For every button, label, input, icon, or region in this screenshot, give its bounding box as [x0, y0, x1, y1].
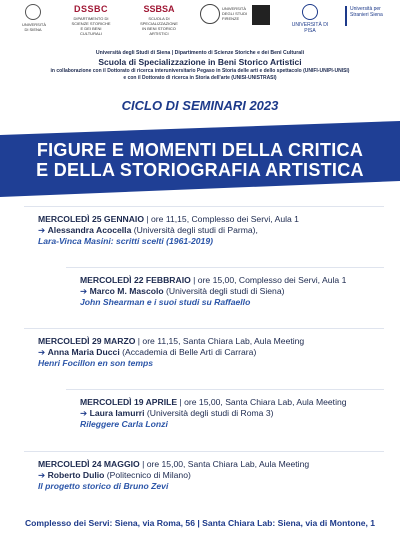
event-day: MERCOLEDÌ 22 FEBBRAIO [80, 275, 191, 285]
event-title: Henri Focillon en son temps [38, 358, 154, 368]
event-affiliation: (Politecnico di Milano) [104, 470, 191, 480]
dssbc-logo-mark: DSSBC [73, 4, 108, 14]
event-speaker: Laura Iamurri [89, 408, 145, 418]
event-affiliation: (Accademia di Belle Arti di Carrara) [119, 347, 257, 357]
seminar-event [80, 397, 347, 430]
event-title: John Shearman e i suoi studi su Raffaello [80, 297, 251, 307]
event-day: MERCOLEDÌ 24 MAGGIO [38, 459, 140, 469]
arrow-right-icon: ➔ [80, 408, 88, 418]
header-university-line: Università degli Studi di Siena | Dipartimento di Scienze Storiche e dei Beni Culturali [95, 50, 305, 56]
venue-footer: Complesso dei Servi: Siena, via Roma, 56 | Santa Chiara Lab: Siena, via di Montone, 1 [24, 518, 376, 528]
event-affiliation: (Università degli studi di Siena) [163, 286, 285, 296]
event-speaker-line [80, 286, 346, 297]
event-details: | ore 11,15, Santa Chiara Lab, Aula Meeting [135, 336, 305, 346]
banner-title-line1: FIGURE E MOMENTI DELLA CRITICA [36, 140, 364, 160]
pisa-logo-text: UNIVERSITÀ DI PISA [291, 22, 329, 34]
event-day: MERCOLEDÌ 19 APRILE [80, 397, 178, 407]
ssbsa-logo-mark: SSBSA [143, 4, 175, 14]
event-details: | ore 15,00, Santa Chiara Lab, Aula Meeting [139, 459, 310, 469]
arrow-right-icon: ➔ [38, 225, 46, 235]
event-speaker-line [38, 470, 309, 481]
event-datetime [80, 275, 346, 286]
seminar-event [38, 459, 309, 492]
siena-logo-text: UNIVERSITÀ DI SIENA [22, 22, 47, 32]
stranieri-logo-text: Università per Stranieri Siena [350, 6, 383, 18]
pisa-logo [288, 4, 332, 34]
siena-logo [22, 4, 47, 32]
cycle-title: CICLO DI SEMINARI 2023 [121, 98, 279, 113]
event-datetime [38, 459, 309, 470]
event-day: MERCOLEDÌ 25 GENNAIO [38, 214, 145, 224]
event-details: | ore 15,00, Complesso dei Servi, Aula 1 [190, 275, 347, 285]
arrow-right-icon: ➔ [80, 286, 88, 296]
seminar-event [80, 275, 346, 308]
event-speaker-line [38, 225, 299, 236]
logo-bar [0, 0, 400, 44]
banner-title [0, 140, 400, 180]
firenze-seal-icon [200, 4, 220, 24]
event-datetime [80, 397, 347, 408]
header [0, 50, 400, 81]
stranieri-bar-icon [345, 6, 347, 26]
event-title: Il progetto storico di Bruno Zevi [38, 481, 169, 491]
event-divider [66, 267, 384, 268]
seminar-event [38, 336, 304, 369]
ssbsa-logo [138, 4, 180, 36]
event-speaker: Marco M. Mascolo [89, 286, 164, 296]
event-divider [24, 451, 384, 452]
arrow-right-icon: ➔ [38, 347, 46, 357]
ssbsa-logo-subtitle: SCUOLA DI SPECIALIZZAZIONE IN BENI STORICO ARTISTICI [140, 16, 178, 36]
event-divider [24, 206, 384, 207]
dssbc-logo [70, 4, 112, 36]
event-details: | ore 11,15, Complesso dei Servi, Aula 1 [144, 214, 299, 224]
arrow-right-icon: ➔ [38, 470, 46, 480]
event-datetime [38, 214, 299, 225]
event-title: Lara-Vinca Masini: scritti scelti (1961-2019) [38, 236, 213, 246]
firenze-block-icon [252, 5, 270, 25]
header-collaboration-line: in collaborazione con il Dottorato di ricerca interuniversitario Pegaso in Storia delle arti e dello spettacolo (UNIFI-UNIPI-UNISI) [50, 68, 350, 74]
event-divider [24, 328, 384, 329]
event-speaker-line [80, 408, 347, 419]
seminar-event [38, 214, 299, 247]
event-title: Rileggere Carla Lonzi [80, 419, 168, 429]
event-speaker: Alessandra Acocella [47, 225, 132, 235]
event-speaker: Roberto Dulio [47, 470, 105, 480]
event-datetime [38, 336, 304, 347]
siena-seal-icon [25, 4, 41, 20]
dssbc-logo-subtitle: DIPARTIMENTO DI SCIENZE STORICHE E DEI BENI CULTURALI [71, 16, 111, 36]
firenze-logo-text: UNIVERSITÀ DEGLI STUDI FIRENZE [222, 6, 248, 21]
event-affiliation: (Università degli studi di Roma 3) [144, 408, 274, 418]
event-speaker: Anna Maria Ducci [47, 347, 120, 357]
event-details: | ore 15,00, Santa Chiara Lab, Aula Meeting [177, 397, 347, 407]
event-speaker-line [38, 347, 304, 358]
event-affiliation: (Università degli studi di Parma), [131, 225, 258, 235]
header-school-title: Scuola di Specializzazione in Beni Storico Artistici [98, 57, 302, 67]
event-day: MERCOLEDÌ 29 MARZO [38, 336, 136, 346]
header-doctorate-line: e con il Dottorato di ricerca in Storia dell'arte (UNISI-UNISTRASI) [123, 74, 277, 81]
banner-title-line2: E DELLA STORIOGRAFIA ARTISTICA [36, 160, 364, 180]
pisa-seal-icon [302, 4, 318, 20]
event-divider [66, 389, 384, 390]
